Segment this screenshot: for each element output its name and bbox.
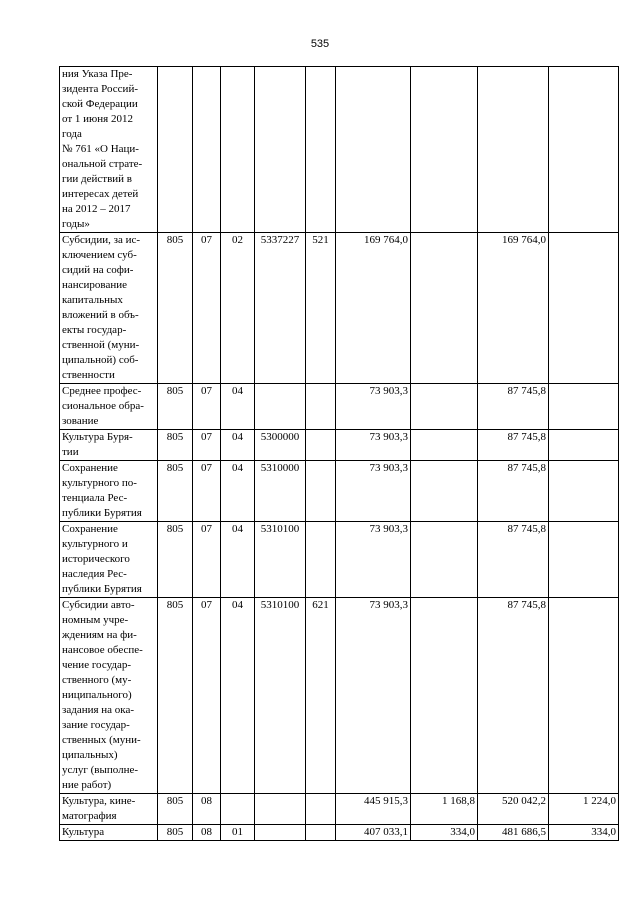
row-name-cell: Культура — [60, 825, 158, 841]
section-code-cell: 07 — [193, 233, 221, 384]
amount-year-2-cell: 87 745,8 — [478, 384, 549, 430]
table-row — [60, 67, 619, 233]
row-name-cell: Сохранение культурного по- тенциала Рес- публики Бурятия — [60, 461, 158, 522]
row-name-cell: ния Указа Пре- зидента Россий- ской Федерации от 1 июня 2012 года № 761 «О Наци- ональной страте- гии действий в интересах детей на 2012 – 2017 годы» — [60, 67, 158, 233]
target-article-cell — [255, 384, 306, 430]
target-article-cell — [255, 67, 306, 233]
row-name-cell: Культура, кине- матография — [60, 794, 158, 825]
ministry-code-cell: 805 — [158, 825, 193, 841]
subsection-code-cell: 04 — [221, 430, 255, 461]
table-body — [60, 67, 619, 841]
amount-year-2-cell — [478, 67, 549, 233]
amount-year-2-cell: 169 764,0 — [478, 233, 549, 384]
subvention-year-1-cell — [411, 522, 478, 598]
subvention-year-2-cell: 1 224,0 — [549, 794, 619, 825]
subsection-code-cell — [221, 794, 255, 825]
amount-year-2-cell: 481 686,5 — [478, 825, 549, 841]
expense-type-cell — [306, 430, 336, 461]
subvention-year-1-cell — [411, 67, 478, 233]
subvention-year-1-cell — [411, 430, 478, 461]
row-name-cell: Среднее профес- сиональное обра- зование — [60, 384, 158, 430]
amount-year-2-cell: 87 745,8 — [478, 522, 549, 598]
subvention-year-2-cell — [549, 67, 619, 233]
target-article-cell: 5300000 — [255, 430, 306, 461]
section-code-cell — [193, 67, 221, 233]
budget-table — [59, 66, 619, 841]
row-name-cell: Субсидии, за ис- ключением суб- сидий на софи- нансирование капитальных вложений в объ- екты государ- ственной (муни- ципальной) соб- ственности — [60, 233, 158, 384]
section-code-cell: 08 — [193, 825, 221, 841]
subvention-year-1-cell — [411, 233, 478, 384]
ministry-code-cell — [158, 67, 193, 233]
table-row — [60, 461, 619, 522]
target-article-cell: 5310100 — [255, 598, 306, 794]
target-article-cell: 5337227 — [255, 233, 306, 384]
amount-year-2-cell: 87 745,8 — [478, 461, 549, 522]
row-name-cell: Субсидии авто- номным учре- ждениям на фи- нансовое обеспе- чение государ- ственного (му- ниципального) задания на ока- зание государ- ственных (муни- ципальных) услуг (выполне- ние работ) — [60, 598, 158, 794]
section-code-cell: 07 — [193, 461, 221, 522]
amount-year-2-cell: 87 745,8 — [478, 430, 549, 461]
ministry-code-cell: 805 — [158, 461, 193, 522]
expense-type-cell — [306, 67, 336, 233]
subvention-year-2-cell — [549, 233, 619, 384]
table-row — [60, 233, 619, 384]
expense-type-cell: 521 — [306, 233, 336, 384]
section-code-cell: 07 — [193, 384, 221, 430]
amount-year-1-cell: 445 915,3 — [336, 794, 411, 825]
subsection-code-cell: 02 — [221, 233, 255, 384]
subsection-code-cell: 04 — [221, 384, 255, 430]
section-code-cell: 08 — [193, 794, 221, 825]
subvention-year-2-cell — [549, 461, 619, 522]
amount-year-2-cell: 520 042,2 — [478, 794, 549, 825]
table-row — [60, 522, 619, 598]
ministry-code-cell: 805 — [158, 430, 193, 461]
amount-year-1-cell: 169 764,0 — [336, 233, 411, 384]
amount-year-1-cell: 73 903,3 — [336, 598, 411, 794]
section-code-cell: 07 — [193, 598, 221, 794]
amount-year-1-cell: 73 903,3 — [336, 461, 411, 522]
subvention-year-2-cell — [549, 598, 619, 794]
amount-year-1-cell: 73 903,3 — [336, 522, 411, 598]
table-row — [60, 825, 619, 841]
target-article-cell — [255, 794, 306, 825]
section-code-cell: 07 — [193, 522, 221, 598]
subvention-year-1-cell — [411, 598, 478, 794]
expense-type-cell — [306, 794, 336, 825]
amount-year-1-cell: 73 903,3 — [336, 384, 411, 430]
subsection-code-cell: 04 — [221, 598, 255, 794]
subsection-code-cell: 01 — [221, 825, 255, 841]
table-row — [60, 384, 619, 430]
ministry-code-cell: 805 — [158, 522, 193, 598]
amount-year-1-cell — [336, 67, 411, 233]
subvention-year-2-cell — [549, 522, 619, 598]
page-number: 535 — [310, 38, 330, 50]
expense-type-cell — [306, 825, 336, 841]
table-row — [60, 430, 619, 461]
subsection-code-cell: 04 — [221, 522, 255, 598]
expense-type-cell — [306, 384, 336, 430]
ministry-code-cell: 805 — [158, 598, 193, 794]
row-name-cell: Культура Буря- тии — [60, 430, 158, 461]
subvention-year-2-cell — [549, 384, 619, 430]
expense-type-cell — [306, 461, 336, 522]
subvention-year-2-cell — [549, 430, 619, 461]
ministry-code-cell: 805 — [158, 384, 193, 430]
subvention-year-1-cell — [411, 461, 478, 522]
subsection-code-cell — [221, 67, 255, 233]
ministry-code-cell: 805 — [158, 233, 193, 384]
subvention-year-2-cell: 334,0 — [549, 825, 619, 841]
subvention-year-1-cell — [411, 384, 478, 430]
target-article-cell: 5310100 — [255, 522, 306, 598]
expense-type-cell — [306, 522, 336, 598]
subvention-year-1-cell: 1 168,8 — [411, 794, 478, 825]
section-code-cell: 07 — [193, 430, 221, 461]
target-article-cell — [255, 825, 306, 841]
subsection-code-cell: 04 — [221, 461, 255, 522]
amount-year-1-cell: 407 033,1 — [336, 825, 411, 841]
ministry-code-cell: 805 — [158, 794, 193, 825]
amount-year-2-cell: 87 745,8 — [478, 598, 549, 794]
table-row — [60, 598, 619, 794]
expense-type-cell: 621 — [306, 598, 336, 794]
row-name-cell: Сохранение культурного и исторического наследия Рес- публики Бурятия — [60, 522, 158, 598]
subvention-year-1-cell: 334,0 — [411, 825, 478, 841]
target-article-cell: 5310000 — [255, 461, 306, 522]
amount-year-1-cell: 73 903,3 — [336, 430, 411, 461]
table-row — [60, 794, 619, 825]
